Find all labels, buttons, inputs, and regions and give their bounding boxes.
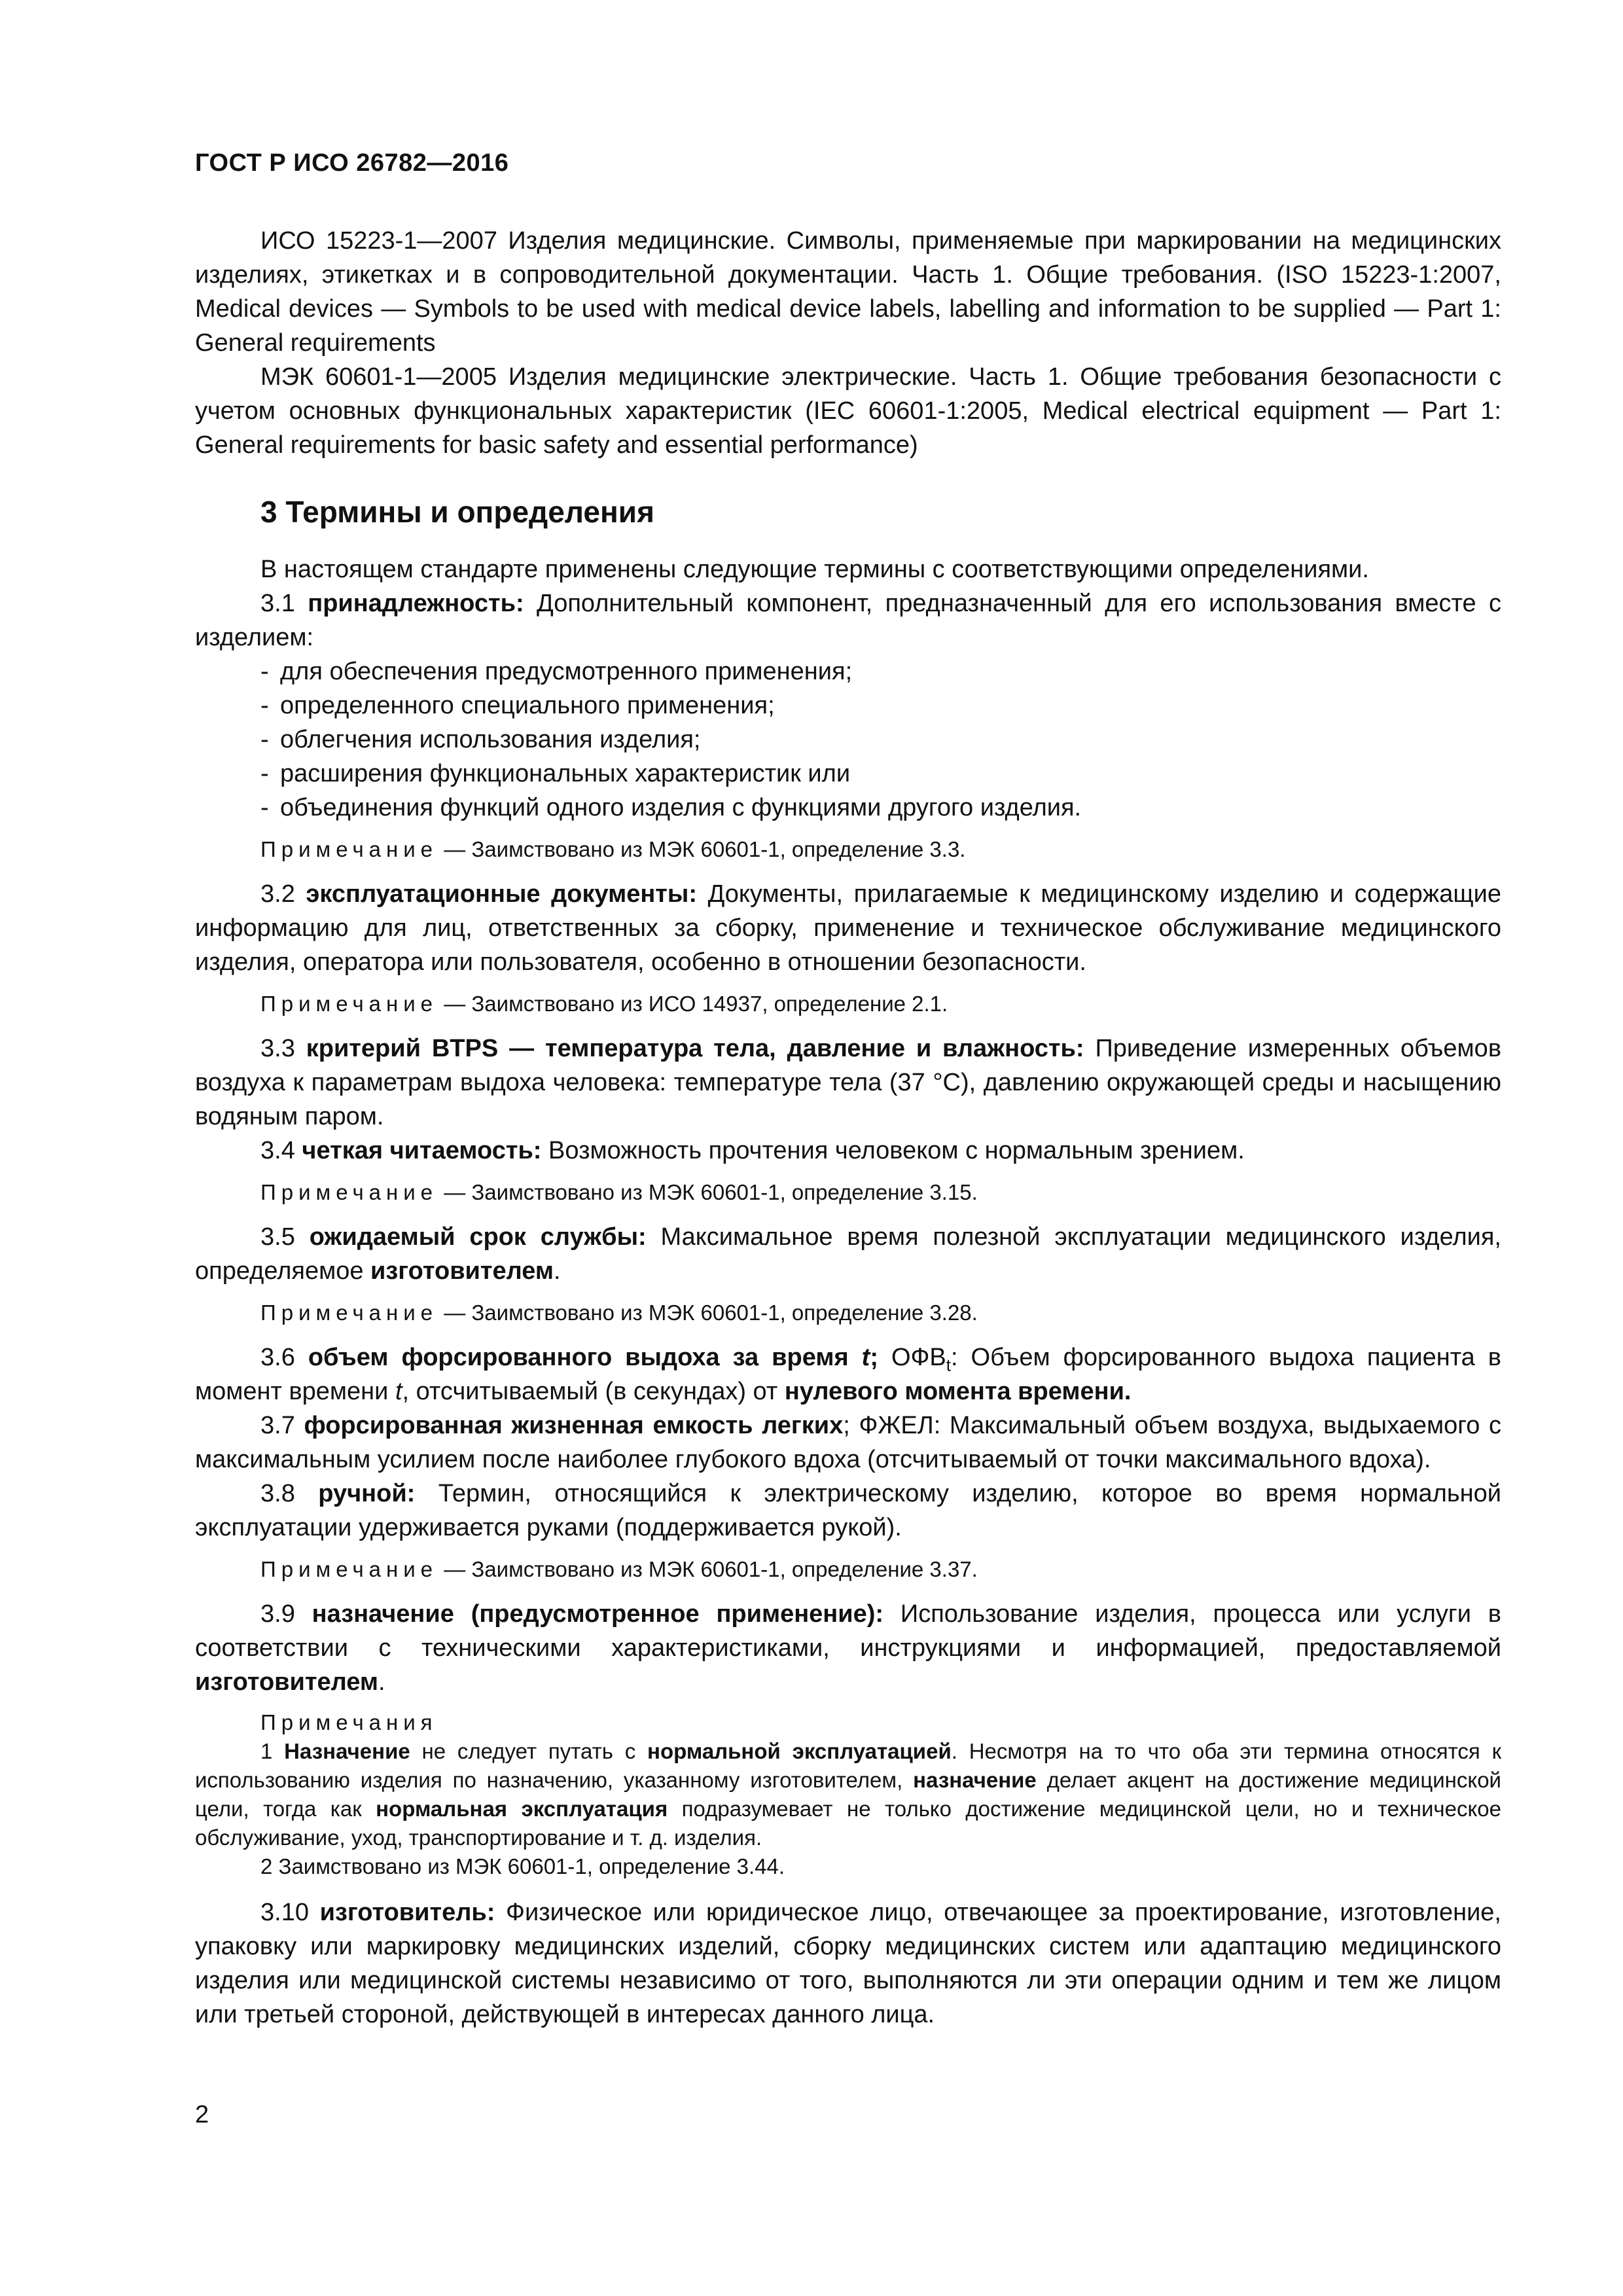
term-3-1-list: [195, 655, 1501, 825]
list-item: - определенного специального применения;: [260, 689, 1501, 723]
reference-iec-60601: МЭК 60601-1—2005 Изделия медицинские электрические. Часть 1. Общие требования безопасности с учетом основных функциональных характеристик (IEC 60601-1:2005, Medical electrical equipment — Part 1: General requirements for basic safety and essential performance): [195, 363, 1501, 459]
term-3-10: 3.10 изготовитель: Физическое или юридическое лицо, отвечающее за проектирование, изготовление, упаковку или маркировку медицинских изделий, сборку медицинских систем или адаптацию медицинского изделия или медицинской системы независимо от того, выполняются ли эти операции одним и тем же лицом или третьей стороной, действующей в интересах данного лица.: [195, 1899, 1501, 2028]
term-3-2-name: эксплуатационные документы:: [306, 880, 698, 908]
note-3-9-2: 2 Заимствовано из МЭК 60601-1, определение 3.44.: [260, 1854, 785, 1878]
document-header: ГОСТ Р ИСО 26782—2016: [195, 149, 509, 177]
list-item: - расширения функциональных характеристик или: [260, 757, 1501, 791]
term-3-8: 3.8 ручной: Термин, относящийся к электрическому изделию, которое во время нормальной эксплуатации удерживается руками (поддерживается рукой).: [195, 1480, 1502, 1541]
term-3-3: 3.3 критерий BTPS — температура тела, давление и влажность: Приведение измеренных объемов воздуха к параметрам выдоха человека: температуре тела (37 °C), давлению окружающей среды и насыщению водяным паром.: [195, 1035, 1502, 1130]
note-3-2: Примечание — Заимствовано из ИСО 14937, определение 2.1.: [260, 992, 948, 1016]
term-3-10-name: изготовитель:: [319, 1899, 495, 1926]
note-3-9-1: 1 Назначение не следует путать с нормальной эксплуатацией. Несмотря на то что оба эти термина относятся к использованию изделия по назначению, указанному изготовителем, назначение делает акцент на достижение медицинской цели, тогда как нормальная эксплуатация подразумевает не только достижение медицинской цели, но и техническое обслуживание, уход, транспортирование и т. д. изделия.: [195, 1739, 1502, 1850]
list-item: - облегчения использования изделия;: [260, 723, 1501, 757]
document-body: [195, 224, 1501, 2032]
term-3-4-name: четкая читаемость:: [302, 1137, 542, 1164]
notes-3-9: [195, 1708, 1501, 1881]
note-3-8: Примечание — Заимствовано из МЭК 60601-1, определение 3.37.: [260, 1557, 978, 1581]
term-3-7-name: форсированная жизненная емкость легких: [304, 1412, 844, 1439]
term-3-3-name: критерий BTPS — температура тела, давление и влажность:: [306, 1035, 1084, 1062]
section-title: 3 Термины и определения: [260, 495, 654, 529]
reference-iso-15223: ИСО 15223-1—2007 Изделия медицинские. Символы, применяемые при маркировании на медицинских изделиях, этикетках и в сопроводительной документации. Часть 1. Общие требования. (ISO 15223-1:2007, Medical devices — Symbols to be used with medical device labels, labelling and information to be supplied — Part 1: General requirements: [195, 227, 1501, 357]
term-3-7: 3.7 форсированная жизненная емкость легких; ФЖЕЛ: Максимальный объем воздуха, выдыхаемого с максимальным усилием после наиболее глубокого вдоха (отсчитываемый от точки максимального вдоха).: [195, 1412, 1501, 1473]
list-item: - для обеспечения предусмотренного применения;: [260, 655, 1501, 689]
note-3-5: Примечание — Заимствовано из МЭК 60601-1, определение 3.28.: [260, 1300, 978, 1325]
term-3-6-name: объем форсированного выдоха за время t;: [308, 1344, 878, 1371]
term-3-1-name: принадлежность:: [308, 590, 524, 617]
term-3-5: 3.5 ожидаемый срок службы: Максимальное время полезной эксплуатации медицинского изделия, определяемое изготовителем.: [195, 1223, 1501, 1285]
term-3-2: 3.2 эксплуатационные документы: Документы, прилагаемые к медицинскому изделию и содержащие информацию для лиц, ответственных за сборку, применение и техническое обслуживание медицинского изделия, оператора или пользователя, особенно в отношении безопасности.: [195, 880, 1501, 976]
page-number: 2: [195, 2101, 209, 2128]
list-item: - объединения функций одного изделия с функциями другого изделия.: [260, 791, 1501, 825]
term-3-8-name: ручной:: [318, 1480, 416, 1507]
note-3-1: Примечание — Заимствовано из МЭК 60601-1, определение 3.3.: [260, 837, 966, 861]
term-3-6: 3.6 объем форсированного выдоха за время t; $ОФВ_t$: Объем форсированного выдоха пациента в момент времени t, отсчитываемый (в секундах) от нулевого момента времени.: [195, 1344, 1501, 1405]
term-3-9-name: назначение (предусмотренное применение):: [312, 1600, 884, 1628]
section-intro: В настоящем стандарте применены следующие термины с соответствующими определениями.: [260, 556, 1369, 583]
notes-label: Примечания: [260, 1710, 438, 1734]
note-3-4: Примечание — Заимствовано из МЭК 60601-1, определение 3.15.: [260, 1180, 978, 1204]
term-3-4: 3.4 четкая читаемость: Возможность прочтения человеком с нормальным зрением.: [260, 1137, 1245, 1164]
term-3-5-name: ожидаемый срок службы:: [309, 1223, 647, 1251]
term-3-1: 3.1 принадлежность: Дополнительный компонент, предназначенный для его использования вместе с изделием:: [195, 590, 1501, 651]
term-3-9: 3.9 назначение (предусмотренное применение): Использование изделия, процесса или услуги в соответствии с техническими характеристиками, инструкциями и информацией, предоставляемой изготовителем.: [195, 1600, 1501, 1696]
